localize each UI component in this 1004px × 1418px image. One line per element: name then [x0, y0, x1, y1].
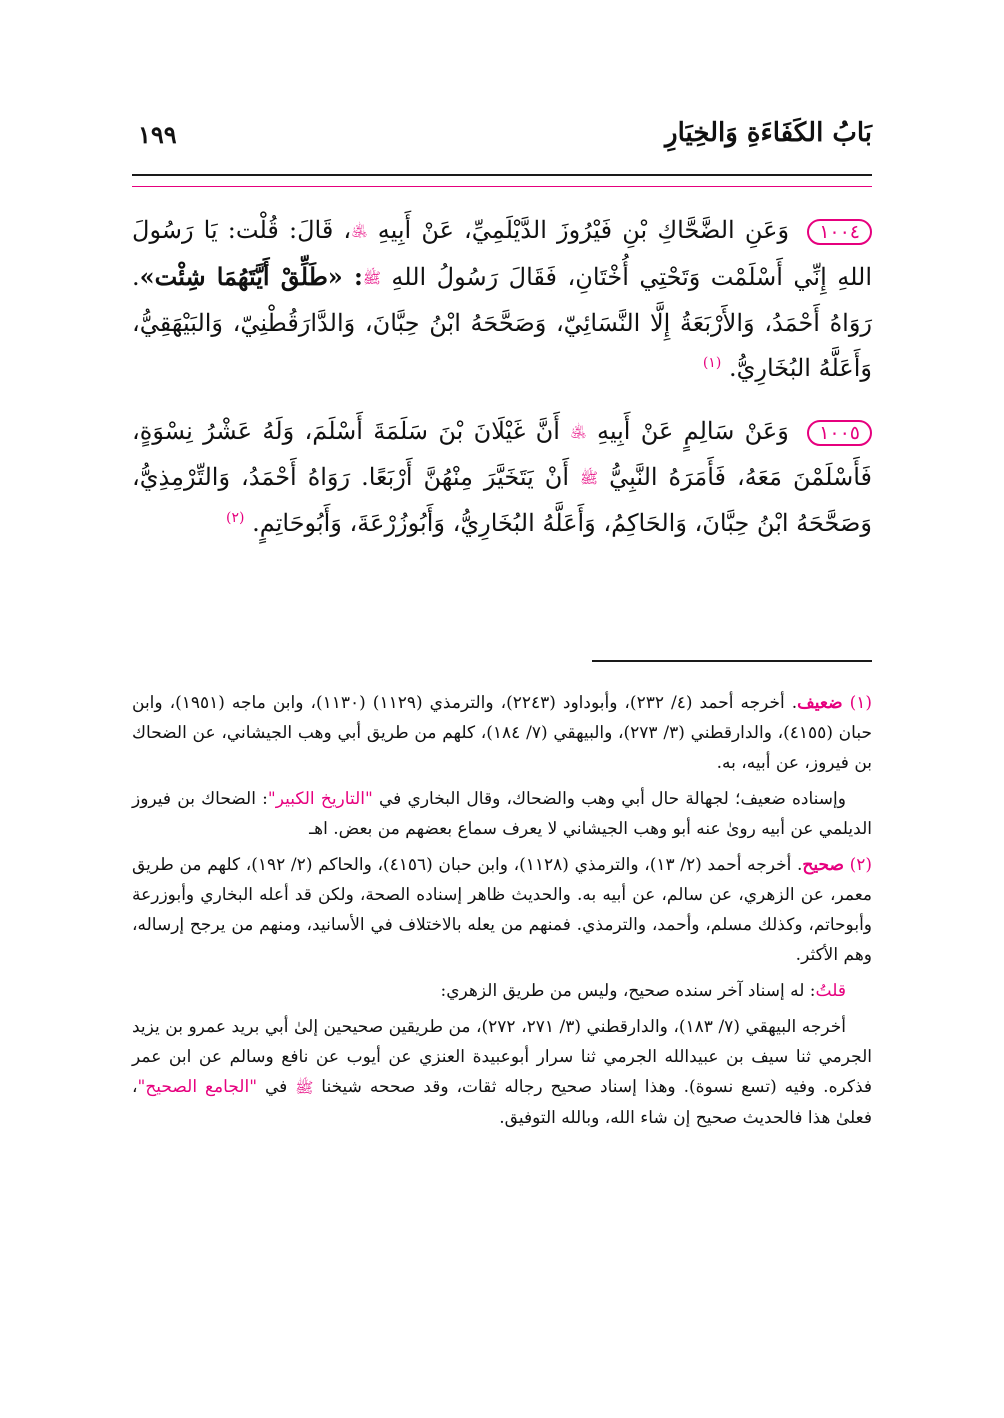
prophet-quote: : «طَلِّقْ أَيَّتَهُمَا شِئْت»	[139, 262, 363, 291]
footnote-text: . أخرجه أحمد (٤/ ٢٣٢)، وأبوداود (٢٢٤٣)، والترمذي (١١٢٩) (١١٣٠)، وابن ماجه (١٩٥١)، وابن حبان (٤١٥٥)، والدارقطني (٣/ ٢٧٣)، والبيهقي (٧/ ١٨٤)، كلهم من طريق أبي وهب الجيشاني، عن الضحاك بن فيروز، عن أبيه، به.	[132, 693, 872, 773]
hadith-text-part: وَعَنْ سَالِمٍ عَنْ أَبِيهِ	[596, 417, 789, 445]
footnote-2-qult	[132, 976, 872, 1006]
footnote-text: : الضحاك بن فيروز الديلمي عن أبيه روىٰ عنه أبو وهب الجيشاني لا يعرف سماع بعضهم من بعض. اهـ	[132, 789, 872, 839]
footnote-1	[132, 688, 872, 778]
header-rule-accent	[132, 186, 872, 187]
honorific-icon: ﵁	[351, 222, 368, 240]
footnote-number: (٢)	[849, 855, 873, 875]
grading-label: ضعيف	[797, 693, 843, 713]
footnote-number: (١)	[849, 693, 872, 713]
footnote-text: في	[257, 1077, 296, 1097]
hadith-1004	[132, 208, 872, 391]
page-number: ١٩٩	[138, 120, 177, 149]
hadith-text-part: . رَوَاهُ أَحْمَدُ، وَالأَرْبَعَةُ إِلَّا النَّسَائِيّ، وَصَحَّحَهُ ابْنُ حِبَّانَ، وَالدَّارَقُطْنِيّ، وَالبَيْهَقِيُّ، وَأَعَلَّهُ البُخَارِيُّ.	[132, 263, 872, 382]
salawat-icon: ﷺ	[362, 269, 381, 287]
hadith-text-part: أَنَّ غَيْلَانَ بْنَ سَلَمَةَ أَسْلَمَ، وَلَهُ عَشْرُ نِسْوَةٍ، فَأَسْلَمْنَ مَعَهُ، فَأَمَرَهُ النَّبِيُّ	[132, 417, 872, 491]
footnote-2	[132, 850, 872, 970]
footnote-ref[interactable]: (١)	[702, 355, 722, 371]
header-rule-dark	[132, 174, 872, 176]
qult-label: قلتُ	[815, 981, 846, 1001]
footnote-ref[interactable]: (٢)	[226, 510, 245, 526]
footnote-separator	[592, 660, 872, 662]
footnote-text: أخرجه البيهقي (٧/ ١٨٣)، والدارقطني (٣/ ٢٧١، ٢٧٢)، من طريقين صحيحين إلىٰ أبي بريد عمرو بن يزيد الجرمي ثنا سيف بن عبيدالله الجرمي ثنا سرار أبوعبيدة العنزي عن أيوب عن نافع وسالم عن ابن عمر فذكره. وفيه (تسع نسوة). وهذا إسناد صحيح رجاله ثقات، وقد صححه شيخنا	[132, 1017, 872, 1097]
hadith-number: ١٠٠٤	[807, 219, 872, 245]
hadith-text-part: ، قَالَ: قُلْت: يَا رَسُولَ اللهِ إِنِّي أَسْلَمْت وَتَحْتِي أُخْتَانِ، فَقَالَ رَسُولُ اللهِ	[132, 216, 872, 291]
hadith-1005	[132, 409, 872, 546]
footnote-text: وإسناده ضعيف؛ لجهالة حال أبي وهب والضحاك، وقال البخاري في	[372, 789, 846, 809]
footnote-2-para	[132, 1012, 872, 1133]
footnote-text: ، فعلىٰ هذا فالحديث صحيح إن شاء الله، وبالله التوفيق.	[132, 1077, 872, 1128]
book-title: "الجامع الصحيح"	[137, 1077, 258, 1097]
chapter-title: بَابُ الكَفَاءَةِ وَالخِيَارِ	[665, 118, 872, 148]
hadith-number: ١٠٠٥	[807, 420, 872, 446]
page-header	[132, 118, 872, 164]
honorific-icon: ﷺ	[295, 1078, 314, 1097]
honorific-icon: ﵁	[570, 423, 587, 441]
hadith-text-part: أَنْ يَتَخَيَّرَ مِنْهُنَّ أَرْبَعًا. رَوَاهُ أَحْمَدُ، وَالتِّرْمِذِيُّ، وَصَحَّحَهُ ابْنُ حِبَّانَ، وَالحَاكِمُ، وَأَعَلَّهُ البُخَارِيُّ، وَأَبُوزُرْعَةَ، وَأَبُوحَاتِمٍ.	[132, 463, 872, 537]
footnote-text: : له إسناد آخر سنده صحيح، وليس من طريق الزهري:	[440, 981, 816, 1001]
hadith-text	[132, 208, 872, 564]
grading-label: صحيح	[802, 855, 844, 875]
hadith-text-part: وَعَنِ الضَّحَّاكِ بْنِ فَيْرُوزَ الدَّيْلَمِيِّ، عَنْ أَبِيهِ	[377, 216, 790, 244]
footnote-1-para	[132, 784, 872, 844]
salawat-icon: ﷺ	[580, 469, 599, 487]
footnotes	[132, 688, 872, 1139]
book-title: "التاريخ الكبير"	[267, 789, 373, 809]
footnote-text: . أخرجه أحمد (٢/ ١٣)، والترمذي (١١٢٨)، وابن حبان (٤١٥٦)، والحاكم (٢/ ١٩٢)، كلهم من طريق معمر، عن الزهري، عن سالم، عن أبيه به. والحديث ظاهر إسناده الصحة، ولكن قد أعله البخاري وأبوزرعة وأبوحاتم، وكذلك مسلم، وأحمد، والترمذي. فمنهم من يعله بالاختلاف في الأسانيد، ومنهم من يرجح إرساله، وهم الأكثر.	[132, 855, 872, 965]
